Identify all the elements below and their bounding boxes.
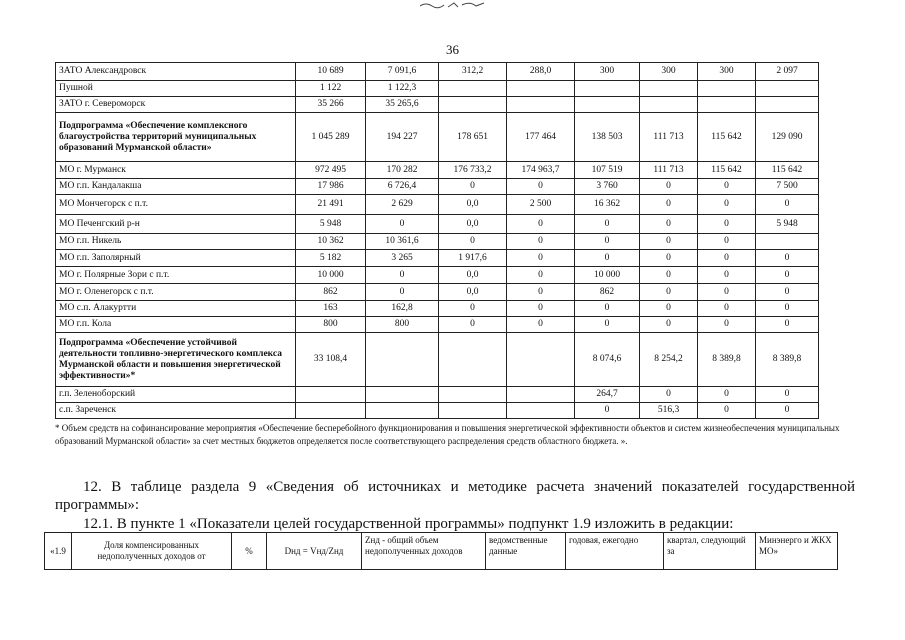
row-name: г.п. Зеленоборский: [56, 387, 296, 403]
value-cell: 0,0: [439, 267, 507, 284]
row-name: МО Печенгский р-н: [56, 215, 296, 234]
value-cell: 16 362: [575, 195, 640, 215]
row-name: ЗАТО г. Североморск: [56, 97, 296, 113]
table-row: [56, 179, 819, 195]
value-cell: 0: [575, 234, 640, 250]
value-cell: 35 266: [296, 97, 366, 113]
table-row: [56, 215, 819, 234]
row-name: Подпрограмма «Обеспечение комплексного благоустройства территорий муниципальных образований Мурманской области»: [56, 113, 296, 162]
value-cell: 0: [439, 301, 507, 317]
value-cell: [507, 333, 575, 387]
value-cell: [507, 97, 575, 113]
value-cell: 0: [507, 234, 575, 250]
value-cell: [756, 234, 819, 250]
value-cell: [296, 403, 366, 419]
value-cell: 0: [698, 301, 756, 317]
value-cell: [640, 81, 698, 97]
table-row: [56, 195, 819, 215]
value-cell: 0: [366, 215, 439, 234]
value-cell: 115 642: [698, 113, 756, 162]
value-cell: 300: [575, 63, 640, 81]
value-cell: [296, 387, 366, 403]
value-cell: 0: [698, 267, 756, 284]
value-cell: 170 282: [366, 162, 439, 179]
value-cell: 0: [640, 250, 698, 267]
value-cell: 0: [698, 215, 756, 234]
formula-description: Zнд - общий объем недополученных доходов: [362, 533, 486, 570]
value-cell: 1 917,6: [439, 250, 507, 267]
value-cell: 0: [507, 215, 575, 234]
value-cell: [439, 333, 507, 387]
value-cell: [698, 81, 756, 97]
value-cell: 10 000: [296, 267, 366, 284]
value-cell: 0: [366, 267, 439, 284]
value-cell: 0: [698, 317, 756, 333]
value-cell: 0: [575, 317, 640, 333]
value-cell: 0: [507, 267, 575, 284]
value-cell: 0: [640, 267, 698, 284]
value-cell: 7 500: [756, 179, 819, 195]
value-cell: 0: [698, 234, 756, 250]
value-cell: 21 491: [296, 195, 366, 215]
value-cell: [507, 387, 575, 403]
value-cell: 0: [698, 250, 756, 267]
value-cell: 312,2: [439, 63, 507, 81]
frequency: годовая, ежегодно: [566, 533, 664, 570]
responsible: Минэнерго и ЖКХ МО»: [756, 533, 838, 570]
value-cell: 972 495: [296, 162, 366, 179]
footnote: * Объем средств на софинансирование мероприятия «Обеспечение бесперебойного функционирования и повышения энергетической эффективности объектов и систем жизнеобеспечения муниципальных образований Мурманской области» за счет местных бюджетов определяется после соответствующего распределения средств областного бюджета. ».: [55, 423, 840, 446]
value-cell: 2 097: [756, 63, 819, 81]
value-cell: 1 122,3: [366, 81, 439, 97]
value-cell: 10 362: [296, 234, 366, 250]
row-name: с.п. Зареченск: [56, 403, 296, 419]
value-cell: 800: [296, 317, 366, 333]
value-cell: 0: [439, 179, 507, 195]
value-cell: 0: [575, 403, 640, 419]
value-cell: [439, 97, 507, 113]
value-cell: 174 963,7: [507, 162, 575, 179]
row-name: Пушной: [56, 81, 296, 97]
value-cell: 176 733,2: [439, 162, 507, 179]
value-cell: 0: [507, 250, 575, 267]
item-number: «1.9: [45, 533, 72, 570]
value-cell: [439, 387, 507, 403]
value-cell: 516,3: [640, 403, 698, 419]
value-cell: 177 464: [507, 113, 575, 162]
value-cell: 35 265,6: [366, 97, 439, 113]
value-cell: 7 091,6: [366, 63, 439, 81]
value-cell: 264,7: [575, 387, 640, 403]
value-cell: 0,0: [439, 215, 507, 234]
value-cell: 3 265: [366, 250, 439, 267]
value-cell: 8 389,8: [756, 333, 819, 387]
value-cell: 115 642: [756, 162, 819, 179]
value-cell: 0,0: [439, 284, 507, 301]
value-cell: 129 090: [756, 113, 819, 162]
table-row: [56, 234, 819, 250]
handwritten-mark: [418, 0, 488, 10]
table-row: [56, 403, 819, 419]
value-cell: 10 689: [296, 63, 366, 81]
row-name: МО г. Полярные Зори с п.т.: [56, 267, 296, 284]
row-name: МО г. Оленегорск с п.т.: [56, 284, 296, 301]
value-cell: 0: [575, 250, 640, 267]
value-cell: [366, 403, 439, 419]
value-cell: [439, 403, 507, 419]
value-cell: 10 000: [575, 267, 640, 284]
value-cell: 0: [507, 179, 575, 195]
row-name: МО с.п. Алакуртти: [56, 301, 296, 317]
value-cell: 0: [756, 387, 819, 403]
value-cell: 288,0: [507, 63, 575, 81]
value-cell: 163: [296, 301, 366, 317]
value-cell: 111 713: [640, 113, 698, 162]
value-cell: 0: [640, 284, 698, 301]
value-cell: 0: [507, 301, 575, 317]
value-cell: 6 726,4: [366, 179, 439, 195]
table-row: [56, 162, 819, 179]
value-cell: 138 503: [575, 113, 640, 162]
row-name: МО г.п. Кола: [56, 317, 296, 333]
row-name: ЗАТО Александровск: [56, 63, 296, 81]
value-cell: 0: [756, 317, 819, 333]
value-cell: 0: [756, 301, 819, 317]
value-cell: 0: [575, 215, 640, 234]
value-cell: 107 519: [575, 162, 640, 179]
value-cell: 5 948: [296, 215, 366, 234]
value-cell: 0: [507, 317, 575, 333]
indicator-table: [44, 532, 838, 570]
data-source: ведомственные данные: [486, 533, 566, 570]
value-cell: [756, 97, 819, 113]
value-cell: 0: [640, 215, 698, 234]
value-cell: 0: [698, 387, 756, 403]
table-row: [56, 301, 819, 317]
value-cell: 0: [756, 284, 819, 301]
value-cell: 8 254,2: [640, 333, 698, 387]
indicator-name: Доля компенсированных недополученных доходов от: [72, 533, 232, 570]
value-cell: 33 108,4: [296, 333, 366, 387]
value-cell: 3 760: [575, 179, 640, 195]
paragraph-12: 12. В таблице раздела 9 «Сведения об источниках и методике расчета значений показателей государственной программы»:: [55, 479, 855, 513]
value-cell: 5 182: [296, 250, 366, 267]
value-cell: 300: [640, 63, 698, 81]
value-cell: 162,8: [366, 301, 439, 317]
value-cell: [507, 81, 575, 97]
value-cell: 0: [640, 234, 698, 250]
value-cell: 2 500: [507, 195, 575, 215]
value-cell: 0: [756, 403, 819, 419]
value-cell: 17 986: [296, 179, 366, 195]
value-cell: [439, 81, 507, 97]
value-cell: 115 642: [698, 162, 756, 179]
value-cell: 0: [439, 234, 507, 250]
value-cell: 8 389,8: [698, 333, 756, 387]
value-cell: 0: [640, 387, 698, 403]
value-cell: 0,0: [439, 195, 507, 215]
value-cell: 0: [756, 250, 819, 267]
budget-table: [55, 62, 819, 419]
value-cell: 0: [507, 284, 575, 301]
value-cell: [698, 97, 756, 113]
value-cell: 0: [698, 195, 756, 215]
table-row: [56, 267, 819, 284]
value-cell: [640, 97, 698, 113]
value-cell: 1 045 289: [296, 113, 366, 162]
value-cell: 0: [640, 195, 698, 215]
value-cell: 0: [366, 284, 439, 301]
value-cell: 0: [698, 179, 756, 195]
unit: %: [232, 533, 267, 570]
row-name: МО Мончегорск с п.т.: [56, 195, 296, 215]
value-cell: [756, 81, 819, 97]
value-cell: 0: [439, 317, 507, 333]
indicator-row: [45, 533, 838, 570]
value-cell: 0: [575, 301, 640, 317]
table-row: [56, 63, 819, 81]
value-cell: [366, 387, 439, 403]
value-cell: 0: [640, 179, 698, 195]
table-row: [56, 317, 819, 333]
value-cell: [575, 97, 640, 113]
value-cell: 1 122: [296, 81, 366, 97]
value-cell: 862: [575, 284, 640, 301]
row-name: МО г.п. Заполярный: [56, 250, 296, 267]
formula: Dнд = Vнд/Zнд: [267, 533, 362, 570]
value-cell: 0: [756, 267, 819, 284]
page-number: 36: [446, 42, 459, 57]
value-cell: [366, 333, 439, 387]
table-row: [56, 387, 819, 403]
value-cell: [575, 81, 640, 97]
row-name: Подпрограмма «Обеспечение устойчивой деятельности топливно-энергетического комплекса Мурманской области и повышения энергетической эффективности»*: [56, 333, 296, 387]
value-cell: 2 629: [366, 195, 439, 215]
table-row: [56, 81, 819, 97]
paragraph-12-1: 12.1. В пункте 1 «Показатели целей государственной программы» подпункт 1.9 изложить в редакции:: [83, 516, 734, 532]
table-row: [56, 284, 819, 301]
value-cell: 10 361,6: [366, 234, 439, 250]
value-cell: 5 948: [756, 215, 819, 234]
value-cell: 0: [640, 317, 698, 333]
row-name: МО г.п. Кандалакша: [56, 179, 296, 195]
table-row: [56, 250, 819, 267]
value-cell: 0: [698, 403, 756, 419]
deadline: квартал, следующий за: [664, 533, 756, 570]
value-cell: [507, 403, 575, 419]
row-name: МО г. Мурманск: [56, 162, 296, 179]
subprogram-row: [56, 333, 819, 387]
value-cell: 800: [366, 317, 439, 333]
value-cell: 862: [296, 284, 366, 301]
value-cell: 194 227: [366, 113, 439, 162]
table-row: [56, 97, 819, 113]
value-cell: 8 074,6: [575, 333, 640, 387]
value-cell: 0: [756, 195, 819, 215]
value-cell: 300: [698, 63, 756, 81]
value-cell: 0: [640, 301, 698, 317]
value-cell: 0: [698, 284, 756, 301]
subprogram-row: [56, 113, 819, 162]
row-name: МО г.п. Никель: [56, 234, 296, 250]
value-cell: 111 713: [640, 162, 698, 179]
value-cell: 178 651: [439, 113, 507, 162]
